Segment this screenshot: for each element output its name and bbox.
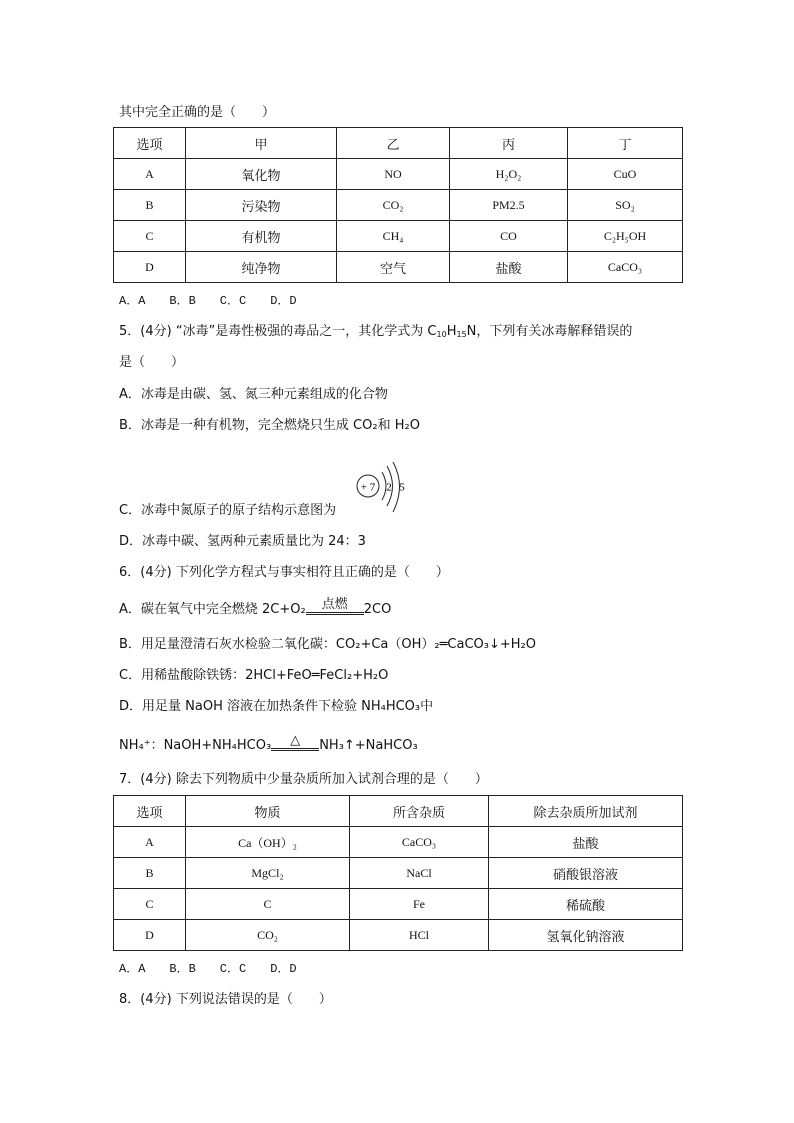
equation-double-line: [306, 612, 364, 615]
table-cell: SO₂: [568, 190, 683, 221]
table-cell: Fe: [350, 889, 489, 920]
table-cell: 有机物: [186, 221, 337, 252]
q5-option-c: C．冰毒中氮原子的原子结构示意图为: [119, 503, 337, 518]
shell-2-electrons: 5: [399, 481, 405, 494]
table-cell: CO: [450, 221, 568, 252]
q4-stem: 其中完全正确的是（ ）: [119, 105, 276, 120]
q5-sub-carbon: 10: [436, 330, 447, 339]
table-cell: 空气: [337, 252, 450, 283]
table-cell: MgCl₂: [186, 858, 350, 889]
q6-a-products: 2CO: [363, 602, 392, 617]
table-cell: A: [114, 827, 186, 858]
table-cell: D: [114, 920, 186, 951]
q7-options: A．A B．B C．C D．D: [119, 962, 297, 976]
q6-option-c: C．用稀盐酸除铁锈：2HCl+FeO═FeCl₂+H₂O: [119, 668, 389, 683]
table-cell: NO: [337, 159, 450, 190]
table-cell: 稀硫酸: [489, 889, 683, 920]
table-row: [114, 221, 683, 252]
q5-stem: [119, 323, 632, 341]
table-cell: 氢氧化钠溶液: [489, 920, 683, 951]
q6-d-reactants: NH₄⁺：NaOH+NH₄HCO₃: [119, 738, 272, 753]
table-cell: 硝酸银溶液: [489, 858, 683, 889]
q5-formula-h: H: [446, 324, 457, 339]
nitrogen-atom-diagram: [354, 462, 414, 514]
table-cell: PM2.5: [450, 190, 568, 221]
q6-stem: 6．(4分) 下列化学方程式与事实相符且正确的是（ ）: [119, 565, 449, 580]
q7-stem: 7．(4分) 除去下列物质中少量杂质所加入试剂合理的是（ ）: [119, 772, 488, 787]
table-cell: 盐酸: [489, 827, 683, 858]
table-cell: CuO: [568, 159, 683, 190]
nucleus-charge: + 7: [360, 481, 376, 494]
header-cell: 除去杂质所加试剂: [489, 796, 683, 827]
q5-option-d: D．冰毒中碳、氢两种元素质量比为 24：3: [119, 534, 366, 549]
condition-heat: △: [290, 733, 301, 748]
table-cell: H₂O₂: [450, 159, 568, 190]
q6-a-reactants: A．碳在氧气中完全燃烧 2C+O₂: [119, 602, 306, 617]
q6-d-products: NH₃↑+NaHCO₃: [319, 738, 418, 753]
q6-option-d-equation: [119, 734, 418, 755]
table-row: [114, 889, 683, 920]
table-row: [114, 159, 683, 190]
table-cell: CH₄: [337, 221, 450, 252]
q5-stem-a: 5．(4分) “冰毒”是毒性极强的毒品之一，其化学式为 C: [119, 324, 437, 339]
q6-option-b: B．用足量澄清石灰水检验二氧化碳：CO₂+Ca（OH）₂═CaCO₃↓+H₂O: [119, 637, 536, 652]
table-cell: Ca（OH）₂: [186, 827, 350, 858]
q7-table: [113, 795, 683, 951]
table-row: [114, 858, 683, 889]
shell-1-electrons: 2: [386, 481, 392, 494]
header-cell: 所含杂质: [350, 796, 489, 827]
header-cell: 丁: [568, 128, 683, 159]
table-cell: C: [114, 221, 186, 252]
table-cell: B: [114, 858, 186, 889]
q4-table: [113, 127, 683, 283]
table-row: [114, 252, 683, 283]
table-row: [114, 190, 683, 221]
table-cell: 纯净物: [186, 252, 337, 283]
table-cell: C: [114, 889, 186, 920]
q5-stem-cont: 是（ ）: [119, 355, 185, 370]
q4-options: A．A B．B C．C D．D: [119, 294, 297, 308]
table-cell: A: [114, 159, 186, 190]
condition-label: 点燃: [321, 597, 348, 612]
table-row: [114, 827, 683, 858]
header-cell: 物质: [186, 796, 350, 827]
table-cell: CO₂: [337, 190, 450, 221]
q5-option-b: B．冰毒是一种有机物，完全燃烧只生成 CO₂和 H₂O: [119, 418, 420, 433]
q5-option-a: A．冰毒是由碳、氢、氮三种元素组成的化合物: [119, 387, 388, 402]
table-cell: D: [114, 252, 186, 283]
table-cell: CaCO₃: [568, 252, 683, 283]
header-cell: 乙: [337, 128, 450, 159]
table-cell: CaCO₃: [350, 827, 489, 858]
table-row: [114, 920, 683, 951]
equation-double-line: [271, 748, 319, 751]
q5-stem-b: N，下列有关冰毒解释错误的: [466, 324, 633, 339]
reaction-condition: [306, 598, 364, 619]
table-cell: B: [114, 190, 186, 221]
header-cell: 选项: [114, 796, 186, 827]
q6-option-a: [119, 598, 391, 619]
header-cell: 选项: [114, 128, 186, 159]
header-cell: 甲: [186, 128, 337, 159]
reaction-condition: [271, 734, 319, 755]
table-cell: HCl: [350, 920, 489, 951]
header-cell: 丙: [450, 128, 568, 159]
table-cell: C₂H₅OH: [568, 221, 683, 252]
q5-sub-hydrogen: 15: [456, 330, 467, 339]
q8-stem: 8．(4分) 下列说法错误的是（ ）: [119, 992, 332, 1007]
table-header-row: [114, 128, 683, 159]
table-cell: NaCl: [350, 858, 489, 889]
table-cell: CO₂: [186, 920, 350, 951]
table-cell: 盐酸: [450, 252, 568, 283]
q6-option-d: D．用足量 NaOH 溶液在加热条件下检验 NH₄HCO₃中: [119, 699, 434, 714]
table-cell: C: [186, 889, 350, 920]
table-cell: 氧化物: [186, 159, 337, 190]
table-header-row: [114, 796, 683, 827]
table-cell: 污染物: [186, 190, 337, 221]
